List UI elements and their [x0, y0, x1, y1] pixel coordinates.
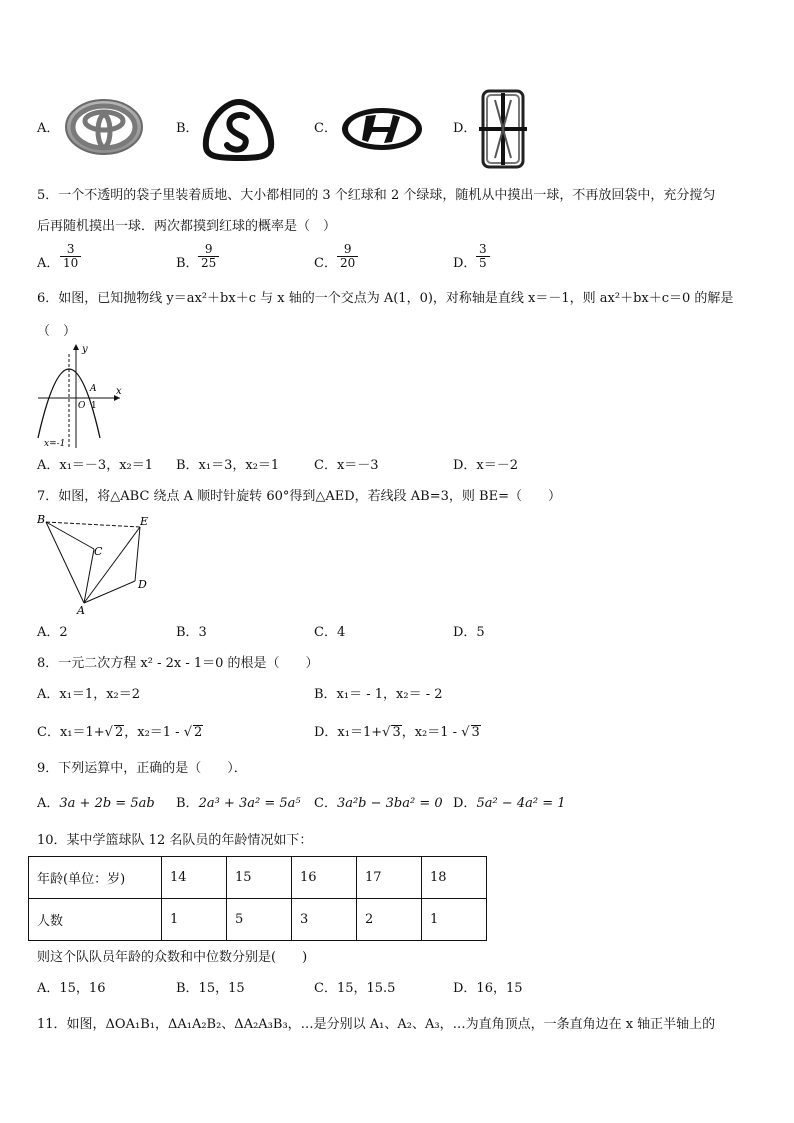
table-row — [29, 857, 487, 899]
q10-option-c: C．15，15.5 — [314, 981, 396, 996]
q9-option-d-letter: D． — [453, 796, 477, 811]
q8-option-d-part2: ，x₂＝1 - — [401, 725, 462, 740]
q5-option-b-fraction: 9 25 — [198, 243, 219, 269]
q8-option-d: D．x₁＝1+√ 3，x₂＝1 - √ 3 — [314, 725, 480, 740]
q8-option-d-part1: D．x₁＝1+ — [314, 725, 383, 740]
q7-option-c: C．4 — [314, 625, 346, 640]
table-cell: 1 — [422, 899, 487, 941]
q8-option-d-radicand2: 3 — [471, 725, 480, 740]
q7-stem-line1: 7．如图，将△ABC 绕点 A 顺时针旋转 60°得到△AED，若线段 AB=3，则 BE=（ ） — [37, 489, 561, 504]
q6-fig-a-label: A — [90, 384, 97, 394]
q9-option-a — [37, 797, 155, 810]
q4-option-a-label: A． — [37, 121, 60, 136]
q6-stem-line1: 6．如图，已知抛物线 y＝ax²＋bx＋c 与 x 轴的一个交点为 A(1，0)，对称轴是直线 x＝－1，则 ax²＋bx＋c＝0 的解是 — [37, 291, 734, 306]
q11-stem-line1: 11．如图，ΔOA₁B₁，ΔA₁A₂B₂、ΔA₂A₃B₃，…是分别以 A₁、A₂、A₃，…为直角顶点，一条直角边在 x 轴正半轴上的 — [37, 1017, 716, 1032]
q8-option-a: A．x₁＝1，x₂＝2 — [37, 687, 141, 702]
table-cell: 14 — [162, 857, 227, 899]
table-cell: 3 — [292, 899, 357, 941]
age-table — [28, 856, 487, 941]
q6-fig-x-label: x — [116, 386, 122, 397]
q7-fig-c-label: C — [94, 545, 103, 558]
q10-stem-line2: 则这个队队员年龄的众数和中位数分别是( ) — [37, 950, 308, 965]
q6-fig-y-label: y — [82, 344, 88, 355]
q4-option-b-label: B． — [176, 121, 199, 136]
q8-option-c-radicand1: 2 — [114, 725, 124, 740]
q9-option-a-expr: 3a + 2b = 5ab — [59, 796, 155, 811]
q5-option-c-label: C． — [314, 256, 337, 271]
lincoln-logo-icon — [477, 88, 529, 170]
q6-option-d: D．x＝－2 — [453, 458, 519, 473]
q10-option-d: D．16，15 — [453, 981, 523, 996]
table-header-cell: 年龄(单位：岁) — [29, 857, 162, 899]
q8-option-b: B．x₁＝ - 1，x₂＝ - 2 — [314, 687, 443, 702]
q10-stem-line1: 10．某中学篮球队 12 名队员的年龄情况如下： — [37, 833, 313, 848]
q5-option-a-fraction: 3 10 — [60, 243, 81, 269]
q8-option-c-radicand2: 2 — [194, 725, 203, 740]
q9-option-c — [314, 797, 443, 810]
q8-option-d-radicand1: 3 — [392, 725, 401, 740]
q9-option-c-letter: C． — [314, 796, 337, 811]
q9-option-d-expr: 5a² − 4a² = 1 — [476, 796, 566, 811]
hyundai-logo-icon — [340, 106, 424, 152]
q6-parabola-figure — [36, 342, 128, 450]
q7-fig-e-label: E — [140, 515, 149, 528]
q5-option-c-fraction: 9 20 — [337, 243, 358, 269]
q8-option-c-part1: C．x₁＝1+ — [37, 725, 105, 740]
q5-stem-line1: 5．一个不透明的袋子里装着质地、大小都相同的 3 个红球和 2 个绿球，随机从中摸出一球，不再放回袋中，充分搅匀 — [37, 188, 716, 203]
q5-option-a-label: A． — [37, 256, 60, 271]
table-cell: 18 — [422, 857, 487, 899]
table-cell: 2 — [357, 899, 422, 941]
q7-fig-b-label: B — [37, 513, 46, 526]
s-logo-icon — [201, 97, 277, 161]
q8-option-c-part2: ，x₂＝1 - — [124, 725, 184, 740]
q4-option-d-label: D． — [453, 121, 477, 136]
q7-option-a: A．2 — [37, 625, 68, 640]
toyota-logo-icon — [64, 98, 144, 156]
q9-option-b-expr: 2a³ + 3a² = 5a⁵ — [198, 796, 301, 811]
q6-fig-o-label: O — [78, 401, 86, 411]
q7-option-b: B．3 — [176, 625, 207, 640]
q9-option-d — [453, 797, 566, 810]
q6-option-c: C．x＝－3 — [314, 458, 379, 473]
table-row — [29, 899, 487, 941]
q5-option-b-label: B． — [176, 256, 199, 271]
table-header-cell: 人数 — [29, 899, 162, 941]
q7-fig-d-label: D — [138, 578, 147, 591]
q6-stem-line2: （ ） — [37, 324, 77, 339]
table-cell: 15 — [227, 857, 292, 899]
table-cell: 17 — [357, 857, 422, 899]
q7-rotation-figure — [36, 510, 156, 618]
q7-option-d: D．5 — [453, 625, 485, 640]
q8-stem-line1: 8．一元二次方程 x² - 2x - 1＝0 的根是（ ） — [37, 656, 319, 671]
table-cell: 5 — [227, 899, 292, 941]
q6-fig-axis-label: x=-1 — [44, 439, 66, 449]
q5-option-d-label: D． — [453, 256, 477, 271]
q10-option-b: B．15，15 — [176, 981, 245, 996]
q9-option-c-expr: 3a²b − 3ba² = 0 — [336, 796, 443, 811]
q6-fig-one-label: 1 — [91, 401, 97, 411]
q7-fig-a-label: A — [77, 604, 85, 617]
table-cell: 16 — [292, 857, 357, 899]
q9-stem-line1: 9．下列运算中，正确的是（ ）． — [37, 761, 247, 776]
q6-option-b: B．x₁＝3，x₂＝1 — [176, 458, 280, 473]
q9-option-b-letter: B． — [176, 796, 199, 811]
table-cell: 1 — [162, 899, 227, 941]
q4-option-c-label: C． — [314, 121, 337, 136]
q9-option-b — [176, 797, 301, 810]
q10-option-a: A．15，16 — [37, 981, 106, 996]
q8-option-c: C．x₁＝1+√ 2，x₂＝1 - √ 2 — [37, 725, 203, 740]
q6-option-a: A．x₁＝－3，x₂＝1 — [37, 458, 154, 473]
q9-option-a-letter: A． — [37, 796, 60, 811]
q5-stem-line2: 后再随机摸出一球．两次都摸到红球的概率是（ ） — [37, 219, 337, 234]
q5-option-d-fraction: 3 5 — [476, 243, 490, 269]
